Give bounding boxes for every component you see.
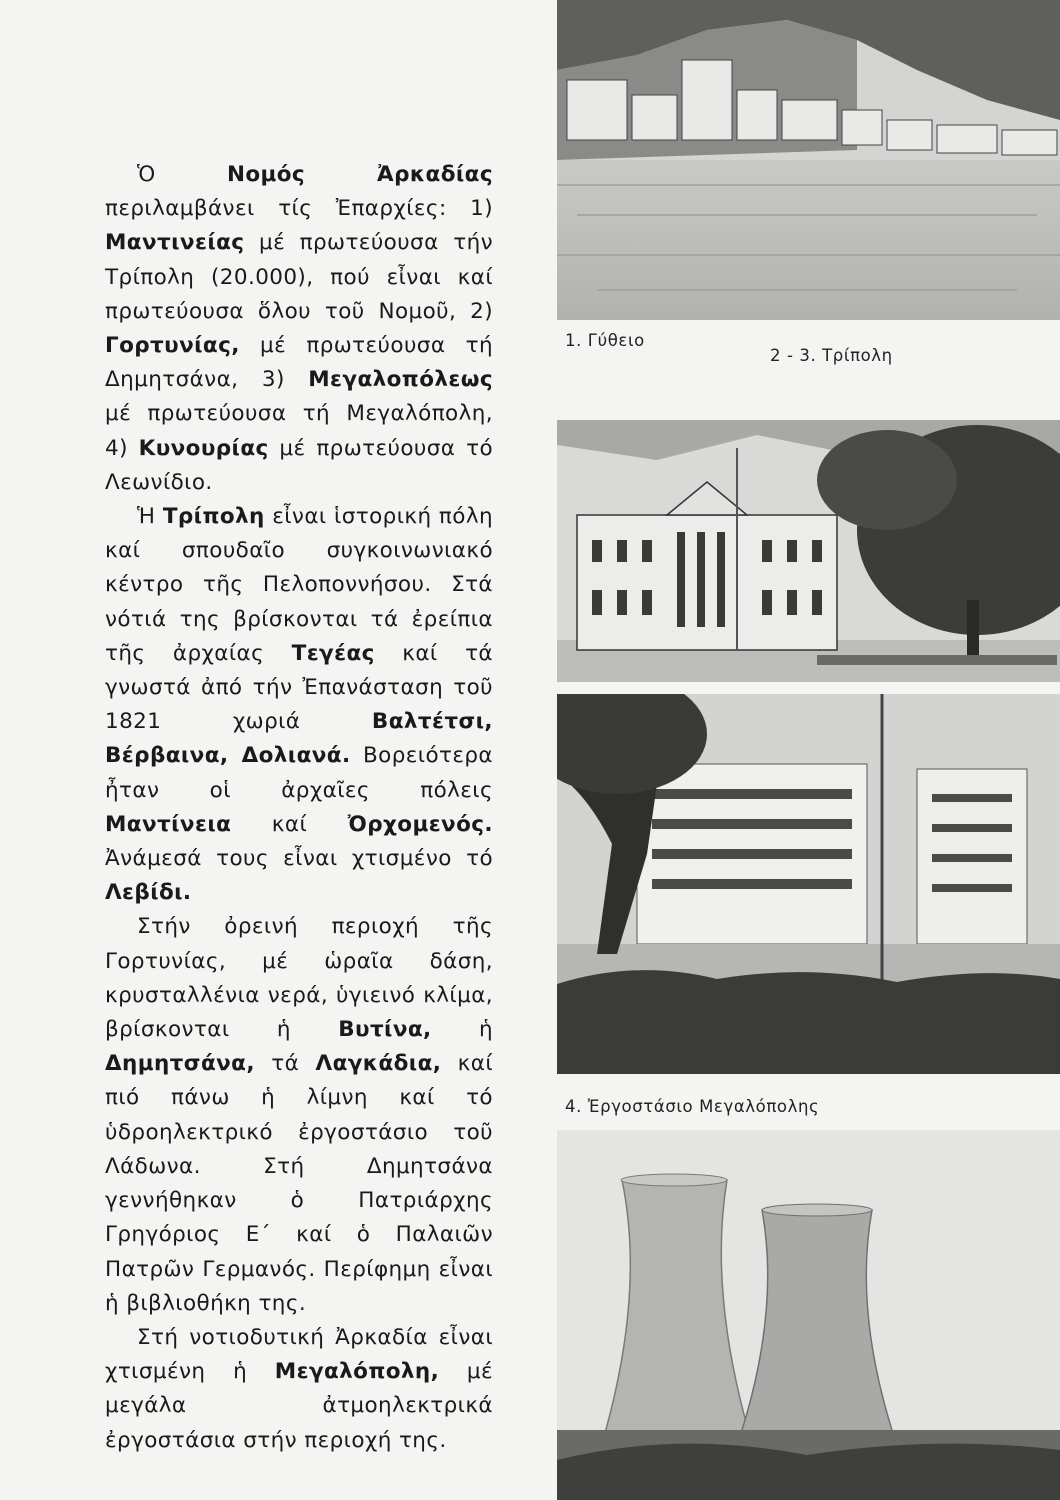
- text-run: καί τά γνωστά ἀπό τήν Ἐπανάσταση τοῦ 1821 χωριά: [105, 640, 493, 735]
- text-run: μέ πρωτεύουσα τήν Τρίπολη (20.000), πού εἶναι καί πρωτεύουσα ὅλου τοῦ Νομοῦ, 2): [105, 230, 493, 324]
- paragraph: [105, 1321, 493, 1458]
- text-run: Ἀνάμεσά τους εἶναι χτισμένο τό: [105, 846, 493, 872]
- text-run: μέ πρωτεύουσα τή Δημητσάνα, 3): [105, 333, 493, 393]
- paragraph: [105, 910, 493, 1320]
- bold-term: Ὀρχομενός.: [347, 811, 493, 837]
- photo-tripoli-building: [557, 420, 1060, 682]
- text-run: Στή νοτιοδυτική Ἀρκαδία εἶναι χτισμένη ἡ: [105, 1324, 493, 1385]
- photo-gytheio: [557, 0, 1060, 320]
- bold-term: Γορτυνίας,: [105, 333, 240, 359]
- caption-tripoli: 2 - 3. Τρίπολη: [770, 346, 893, 365]
- photo-megalopoli-factory: [557, 1130, 1060, 1500]
- bold-term: Βαλτέτσι, Βέρβαινα, Δολιανά.: [105, 709, 493, 769]
- bold-term: Λαγκάδια,: [315, 1051, 442, 1077]
- bold-term: Μαντίνεια: [105, 811, 232, 837]
- building-photo-icon: [557, 420, 1060, 682]
- bold-term: Μαντινείας: [105, 230, 245, 256]
- bold-term: Μεγαλοπόλεως: [308, 367, 493, 393]
- bold-term: Κυνουρίας: [138, 435, 269, 461]
- bold-term: Τρίπολη: [162, 504, 265, 530]
- caption-gytheio: 1. Γύθειο: [565, 331, 645, 350]
- text-run: Στήν ὀρεινή περιοχή τῆς Γορτυνίας, μέ ὡραῖα δάση, κρυσταλλένια νερά, ὑγιεινό κλίμα, βρίσκονται ἡ: [105, 914, 493, 1043]
- text-run: Ὁ: [137, 162, 227, 187]
- bold-term: Δημητσάνα,: [105, 1051, 255, 1077]
- bold-term: Νομός Ἀρκαδίας: [226, 162, 493, 187]
- text-run: ἡ: [431, 1017, 494, 1043]
- caption-factory: 4. Ἐργοστάσιο Μεγαλόπολης: [565, 1097, 820, 1116]
- bold-term: Τεγέας: [291, 640, 375, 666]
- text-run: τά: [254, 1051, 316, 1077]
- text-run: μέ μεγάλα ἀτμοηλεκτρικά ἐργοστάσια στήν περιοχή της.: [105, 1359, 493, 1453]
- text-run: εἶναι ἱστορική πόλη καί σπουδαῖο συγκοινωνιακό κέντρο τῆς Πελοποννήσου. Στά νότιά της βρίσκονται τά ἐρείπια τῆς ἀρχαίας: [105, 504, 493, 666]
- bold-term: Λεβίδι.: [105, 880, 192, 906]
- text-run: Βορειότερα ἦταν οἱ ἀρχαῖες πόλεις: [105, 743, 493, 803]
- square-photo-icon: [557, 694, 1060, 1074]
- paragraph: [105, 158, 493, 500]
- body-text: [105, 158, 493, 1458]
- cooling-towers-photo-icon: [557, 1130, 1060, 1500]
- bold-term: Μεγαλόπολη,: [274, 1359, 440, 1385]
- text-run: καί: [231, 811, 348, 837]
- harbour-photo-icon: [557, 0, 1060, 320]
- photo-tripoli-square: [557, 694, 1060, 1074]
- text-run: μέ πρωτεύουσα τή Μεγαλόπολη, 4): [105, 401, 493, 461]
- text-run: Ἡ: [137, 504, 163, 530]
- text-run: μέ πρωτεύουσα τό Λεωνίδιο.: [105, 435, 493, 495]
- text-run: περιλαμβάνει τίς Ἐπαρχίες: 1): [105, 196, 493, 222]
- text-run: καί πιό πάνω ἡ λίμνη καί τό ὑδροηλεκτρικό ἐργοστάσιο τοῦ Λάδωνα. Στή Δημητσάνα γεννήθηκαν ὁ Πατριάρχης Γρηγόριος Ε΄ καί ὁ Παλαιῶν Πατρῶν Γερμανός. Περίφημη εἶναι ἡ βιβλιοθήκη της.: [105, 1051, 493, 1316]
- bold-term: Βυτίνα,: [338, 1017, 432, 1043]
- paragraph: [105, 500, 493, 910]
